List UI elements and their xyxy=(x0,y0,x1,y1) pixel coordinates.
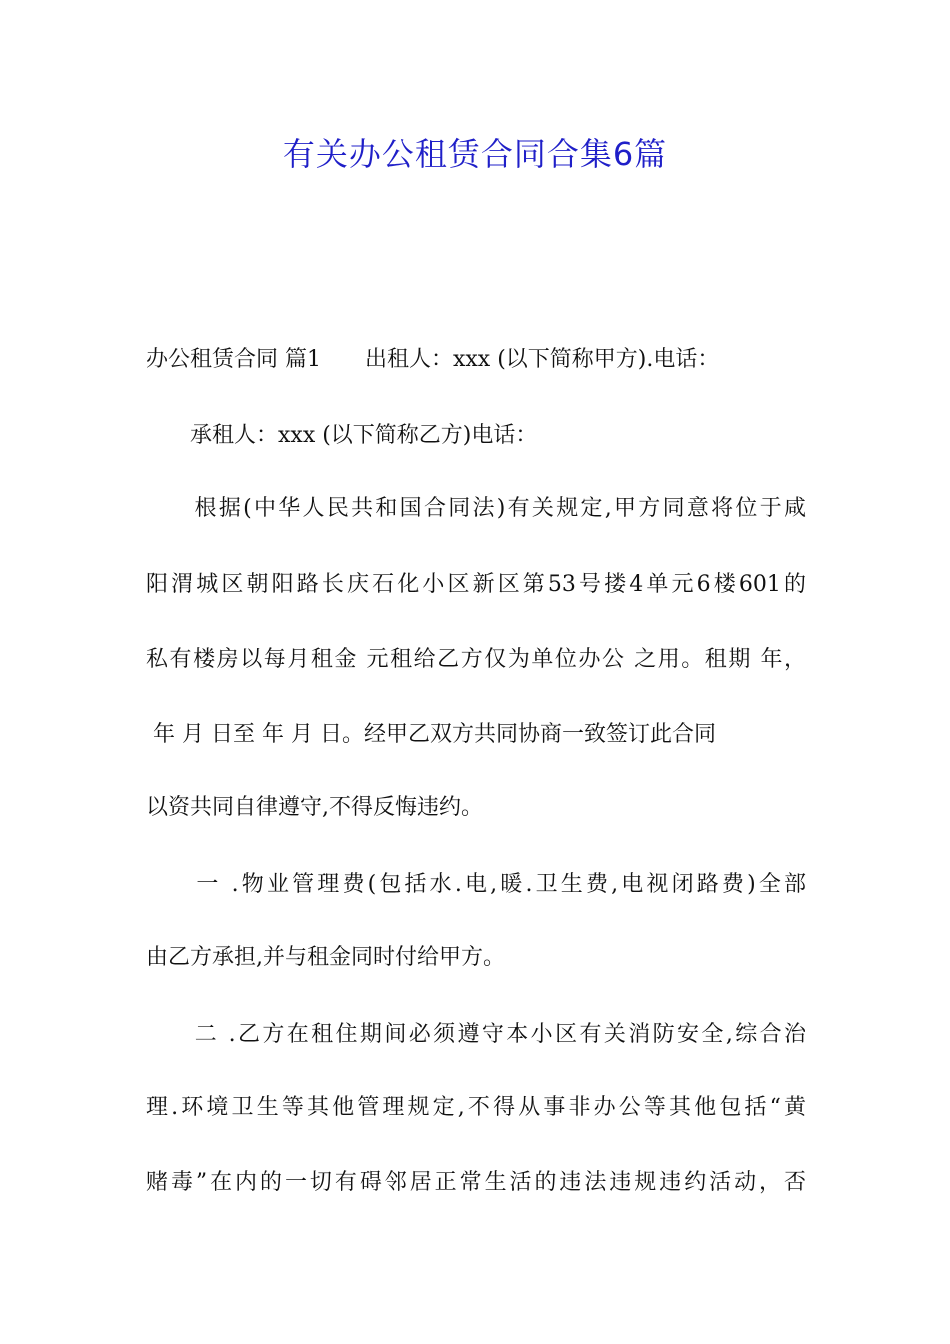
body-line-11: 理.环境卫生等其他管理规定,不得从事非办公等其他包括“黄 xyxy=(146,1095,806,1120)
body-line-12: 赌毒”在内的一切有碍邻居正常生活的违法违规违约活动，否 xyxy=(146,1170,806,1195)
document-title: 有关办公租赁合同合集6篇 xyxy=(282,135,668,173)
body-line-1: 办公租赁合同 篇1 出租人：xxx (以下简称甲方).电话： xyxy=(146,347,720,372)
body-line-8: 一 .物业管理费(包括水.电,暖.卫生费,电视闭路费)全部 xyxy=(146,872,806,897)
body-line-2: 承租人：xxx (以下简称乙方)电话： xyxy=(146,423,538,448)
body-line-4: 阳渭城区朝阳路长庆石化小区新区第53号搂4单元6楼601的 xyxy=(146,572,806,597)
body-line-10: 二 .乙方在租住期间必须遵守本小区有关消防安全,综合治 xyxy=(146,1022,806,1047)
body-line-3: 根据(中华人民共和国合同法)有关规定,甲方同意将位于咸 xyxy=(146,496,806,521)
body-line-9: 由乙方承担,并与租金同时付给甲方。 xyxy=(146,945,505,970)
body-line-7: 以资共同自律遵守,不得反悔违约。 xyxy=(146,795,483,820)
body-line-6: 年 月 日至 年 月 日。经甲乙双方共同协商一致签订此合同 xyxy=(146,722,716,747)
body-line-5: 私有楼房以每月租金 元租给乙方仅为单位办公 之用。租期 年， xyxy=(146,647,806,672)
